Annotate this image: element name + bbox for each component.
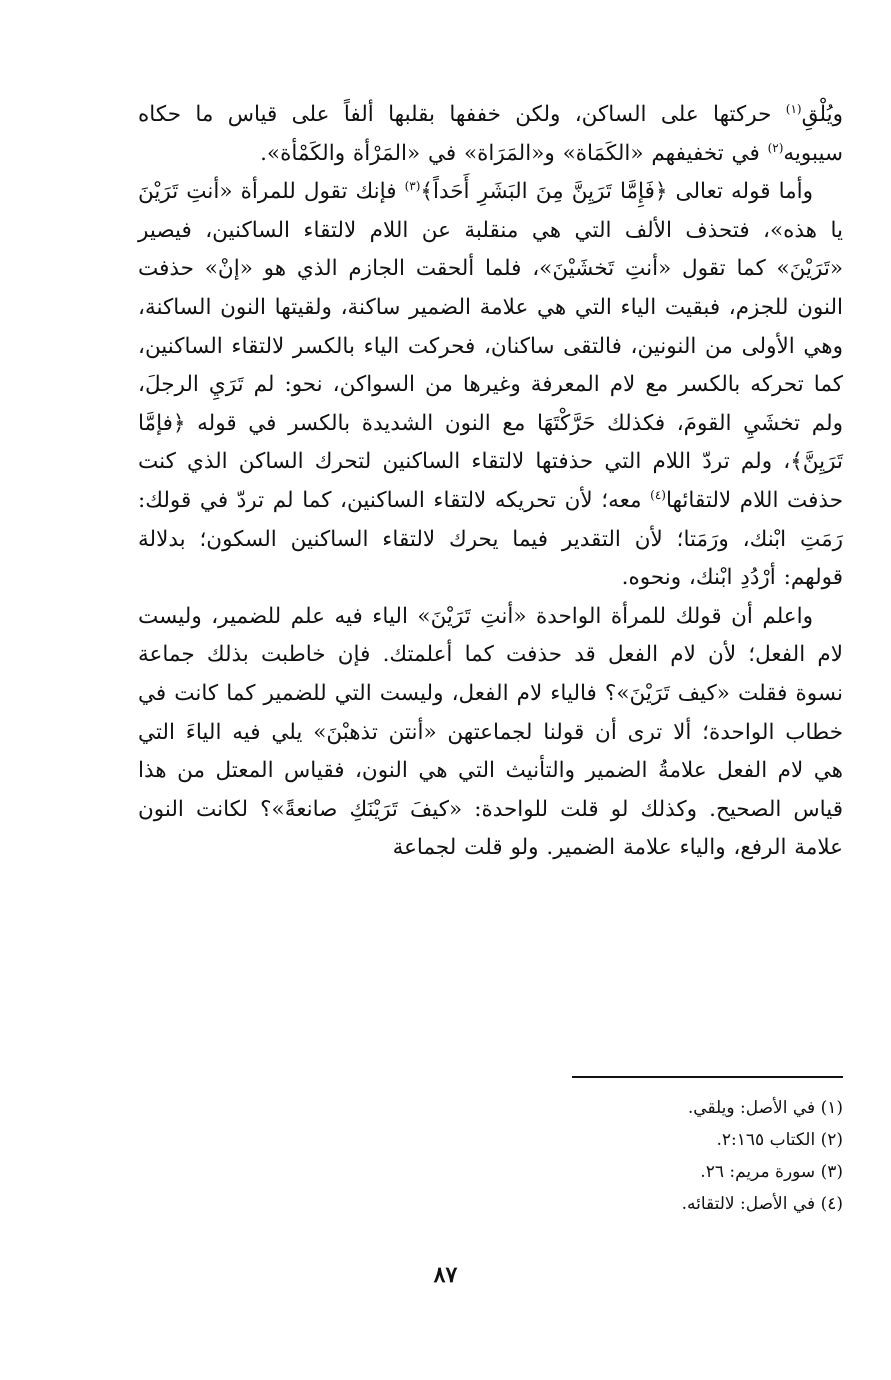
footnote-3: (٣) سورة مريم: ٢٦. bbox=[700, 1162, 843, 1182]
paragraph-1-part-2: حركتها على الساكن، ولكن خففها بقلبها ألفاً على قياس ما حكاه سيبويه bbox=[138, 102, 843, 166]
footnote-2: (٢) الكتاب ٢:١٦٥. bbox=[716, 1130, 843, 1150]
paragraph-2-part-3: معه؛ لأن تحريكه لالتقاء الساكنين، كما لم تردّ في قولك: رَمَتِ ابْنك، ورَمَتا؛ لأن التقدير فيما يحرك لالتقاء الساكنين السكون؛ بدلالة قولهم: أرْدُدِ ابْنك، ونحوه. bbox=[138, 487, 843, 591]
footnote-ref-2: (٢) bbox=[767, 140, 784, 155]
footnote-1: (١) في الأصل: ويلقي. bbox=[687, 1098, 843, 1118]
footnote-4: (٤) في الأصل: لالتقائه. bbox=[681, 1194, 843, 1214]
main-text bbox=[138, 96, 843, 868]
paragraph-2-part-1: وأما قوله تعالى ﴿فَإِمَّا تَرَيِنَّ مِنَ البَشَرِ أَحَداً﴾ bbox=[420, 179, 813, 205]
paragraph-1 bbox=[138, 96, 843, 173]
footnote-ref-3: (٣) bbox=[404, 179, 421, 194]
paragraph-1-part-1: ويُلْقِ bbox=[801, 102, 843, 127]
paragraph-3: واعلم أن قولك للمرأة الواحدة «أنتِ تَرَيْنَ» الياء فيه علم للضمير، وليست لام الفعل؛ لأن لام الفعل قد حذفت كما أعلمتك. فإن خاطبت بذلك جماعة نسوة فقلت «كيف تَرَيْنَ»؟ فالياء لام الفعل، وليست التي للضمير كما كانت في خطاب الواحدة؛ ألا ترى أن قولنا لجماعتهن «أنتن تذهبْنَ» يلي فيه الياءَ التي هي لام الفعل علامةُ الضمير والتأنيث التي هي النون، فقياس المعتل من هذا قياس الصحيح. وكذلك لو قلت للواحدة: «كيفَ تَرَيْنَكِ صانعةً»؟ لكانت النون علامة الرفع، والياء علامة الضمير. ولو قلت لجماعة bbox=[138, 603, 843, 861]
paragraph-1-part-3: في تخفيفهم «الكَمَاة» و«المَرَاة» في «المَرْأة والكَمْأة». bbox=[260, 140, 768, 166]
paragraph-2 bbox=[138, 173, 843, 598]
footnote-separator bbox=[572, 1076, 843, 1078]
footnote-ref-1: (١) bbox=[785, 101, 802, 116]
paragraph-2-part-2: فإنك تقول للمرأة «أنتِ تَرَيْنَ يا هذه»، فتحذف الألف التي هي منقلبة عن اللام لالتقاء الساكنين، فيصير «تَرَيْنَ» كما تقول «أنتِ تَخشَيْنَ»، فلما ألحقت الجازم الذي هو «إنْ» حذفت النون للجزم، فبقيت الياء التي هي علامة الضمير ساكنة، ولقيتها النون الساكنة، وهي الأولى من النونين، فالتقى ساكنان، فحركت الياء بالكسر لالتقاء الساكنين، كما تحركه بالكسر مع لام المعرفة وغيرها من السواكن، نحو: لم تَرَيِ الرجلَ، ولم تخشَيِ القومَ، فكذلك حَرَّكْتَهَا مع النون الشديدة بالكسر في قوله ﴿فإمَّا تَرَيِنَّ﴾، ولم تردّ اللام التي حذفتها لالتقاء الساكنين لتحرك الساكن الذي كنت حذفت اللام لالتقائها bbox=[138, 179, 843, 513]
footnote-ref-4: (٤) bbox=[650, 487, 666, 502]
footnotes bbox=[460, 1092, 843, 1220]
page-number: ٨٧ bbox=[433, 1262, 458, 1288]
